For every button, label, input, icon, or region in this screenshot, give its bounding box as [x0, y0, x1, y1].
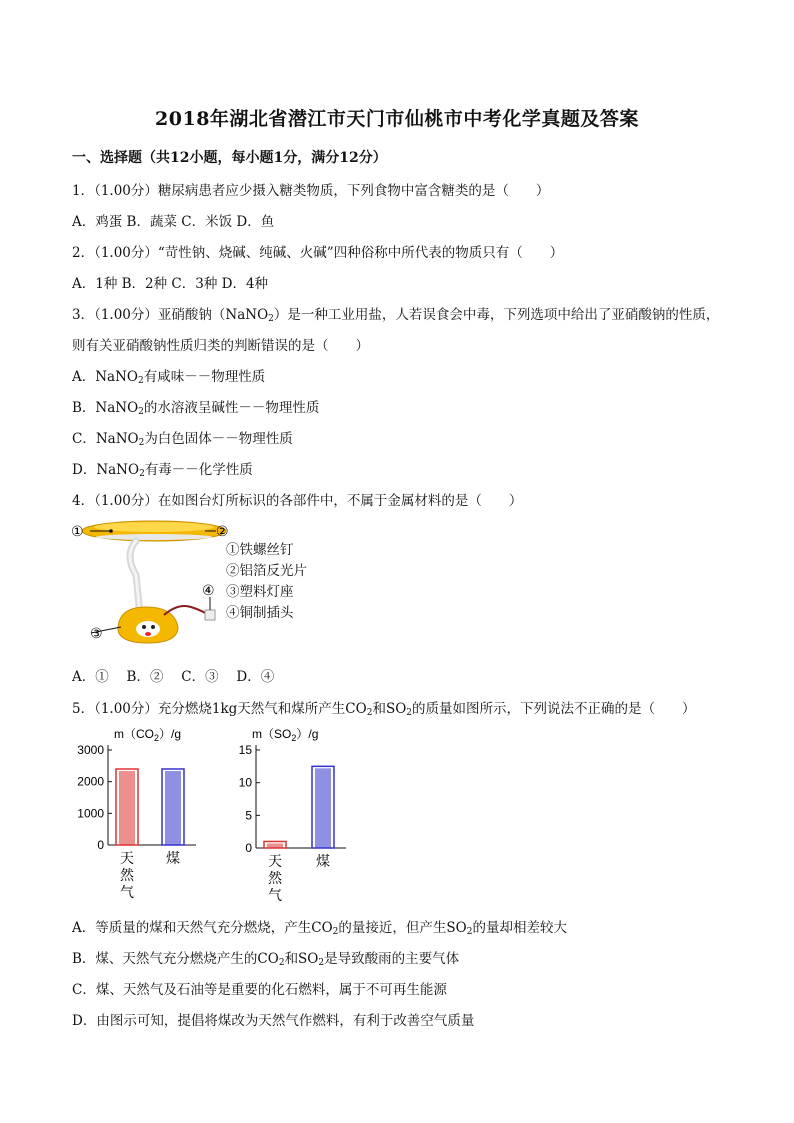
subscript: 2	[138, 376, 144, 386]
bar-fill	[165, 771, 181, 845]
option-text: D．NaNO	[72, 462, 140, 478]
q5-stem-part: 和SO	[372, 701, 407, 717]
y-tick-label: 3000	[77, 743, 104, 757]
question-1-options: A．鸡蛋 B．蔬菜 C．米饭 D．鱼	[72, 214, 275, 230]
y-tick-label: 10	[238, 775, 252, 790]
lamp-label-1: ①铁螺丝钉	[226, 542, 294, 558]
base-eye	[142, 625, 146, 629]
subscript: 2	[139, 469, 145, 479]
q3-stem-part: ）是一种工业用盐，人若误食会中毒，下列选项中给出了亚硝酸钠的性质，	[273, 307, 720, 323]
question-5-option-b	[72, 947, 459, 968]
co2-bar-chart	[66, 720, 236, 910]
q3-stem-part: 3．（1.00分）亚硝酸钠（NaNO	[72, 307, 269, 323]
category-label-char: 气	[120, 885, 134, 901]
lamp-label-4: ④铜制插头	[226, 605, 294, 621]
y-tick-label: 0	[97, 838, 104, 852]
option-text: C．NaNO	[72, 431, 139, 447]
question-3-option-b	[72, 396, 319, 417]
bar-fill	[119, 771, 135, 845]
subscript: 2	[268, 314, 274, 324]
question-5-option-a	[72, 916, 567, 937]
option-text: A．等质量的煤和天然气充分燃烧，产生CO	[72, 920, 333, 936]
question-1-stem: 1．（1.00分）糖尿病患者应少摄入糖类物质，下列食物中富含糖类的是（ ）	[72, 183, 550, 199]
option-text: 的量接近，但产生SO	[338, 920, 467, 936]
question-5-option-d: D．由图示可知，提倡将煤改为天然气作燃料，有利于改善空气质量	[72, 1013, 475, 1029]
base-mouth	[145, 632, 151, 636]
subscript: 2	[138, 438, 145, 448]
question-2-options: A．1种 B．2种 C．3种 D．4种	[72, 276, 269, 292]
marker-2: ②	[216, 524, 229, 540]
option-text: 是导致酸雨的主要气体	[324, 951, 460, 967]
marker-1: ①	[71, 524, 84, 540]
lamp-label-3: ③塑料灯座	[226, 584, 294, 600]
category-label-char: 天	[268, 854, 282, 870]
y-axis-label: $m(SO_2)/g$	[252, 727, 319, 743]
so2-bar-chart	[226, 720, 376, 910]
y-tick-label: 1000	[77, 806, 104, 821]
marker-4: ④	[202, 583, 215, 599]
leader-dot-1	[109, 529, 113, 533]
category-label-char: 天	[120, 851, 134, 867]
option-text: B．煤、天然气充分燃烧产生的CO	[72, 951, 279, 967]
subscript: 2	[366, 708, 373, 718]
plug	[205, 610, 215, 620]
y-tick-label: 0	[245, 841, 252, 855]
q5-stem-part: 的质量如图所示，下列说法不正确的是（ ）	[412, 701, 696, 717]
option-text: 有毒－－化学性质	[144, 462, 253, 478]
q5-stem-part: 5．（1.00分）充分燃烧1kg天然气和煤所产生CO	[72, 701, 367, 717]
section-heading: 一、选择题（共12小题，每小题1分，满分12分）	[72, 150, 387, 166]
page-title: 2018年湖北省潜江市天门市仙桃市中考化学真题及答案	[155, 108, 639, 130]
question-5-stem	[72, 697, 696, 718]
subscript: 2	[138, 407, 144, 417]
y-tick-label: 2000	[77, 774, 104, 789]
question-4-options: A．① B．② C．③ D．④	[72, 669, 275, 685]
option-text: 的量却相差较大	[472, 920, 567, 936]
option-text: A．NaNO	[72, 369, 138, 385]
marker-3: ③	[90, 626, 103, 642]
base-eye	[151, 625, 155, 629]
question-5-option-c: C．煤、天然气及石油等是重要的化石燃料，属于不可再生能源	[72, 982, 447, 998]
y-axis-label: $m(CO_2)/g$	[114, 727, 182, 743]
option-text: 和SO	[284, 951, 319, 967]
option-text: 有咸味－－物理性质	[143, 369, 266, 385]
category-label-char: 然	[120, 868, 134, 884]
question-3-stem	[72, 303, 719, 324]
subscript: 2	[406, 708, 413, 718]
question-2-stem: 2．（1.00分）“苛性钠、烧碱、纯碱、火碱”四种俗称中所代表的物质只有（ ）	[72, 245, 564, 261]
subscript: 2	[278, 958, 285, 968]
category-label-char: 煤	[166, 851, 180, 867]
option-text: 为白色固体－－物理性质	[144, 431, 293, 447]
option-text: B．NaNO	[72, 400, 139, 416]
category-label-char: 气	[268, 888, 282, 904]
question-3-stem-line2: 则有关亚硝酸钠性质归类的判断错误的是（ ）	[72, 338, 369, 354]
category-label-char: 然	[268, 871, 282, 887]
question-3-option-d	[72, 458, 253, 479]
question-3-option-c	[72, 427, 293, 448]
subscript: 2	[318, 958, 325, 968]
reflector	[96, 534, 212, 540]
subscript: 2	[466, 927, 473, 937]
bar-fill	[315, 768, 331, 848]
lamp-label-2: ②铝箔反光片	[226, 563, 307, 579]
option-text: 的水溶液呈碱性－－物理性质	[143, 400, 320, 416]
question-4-stem: 4．（1.00分）在如图台灯所标识的各部件中，不属于金属材料的是（ ）	[72, 493, 523, 509]
y-tick-label: 5	[245, 808, 252, 823]
subscript: 2	[332, 927, 339, 937]
bar-fill	[267, 843, 283, 848]
y-tick-label: 15	[238, 743, 252, 757]
category-label-char: 煤	[316, 854, 330, 870]
question-3-option-a	[72, 365, 265, 386]
